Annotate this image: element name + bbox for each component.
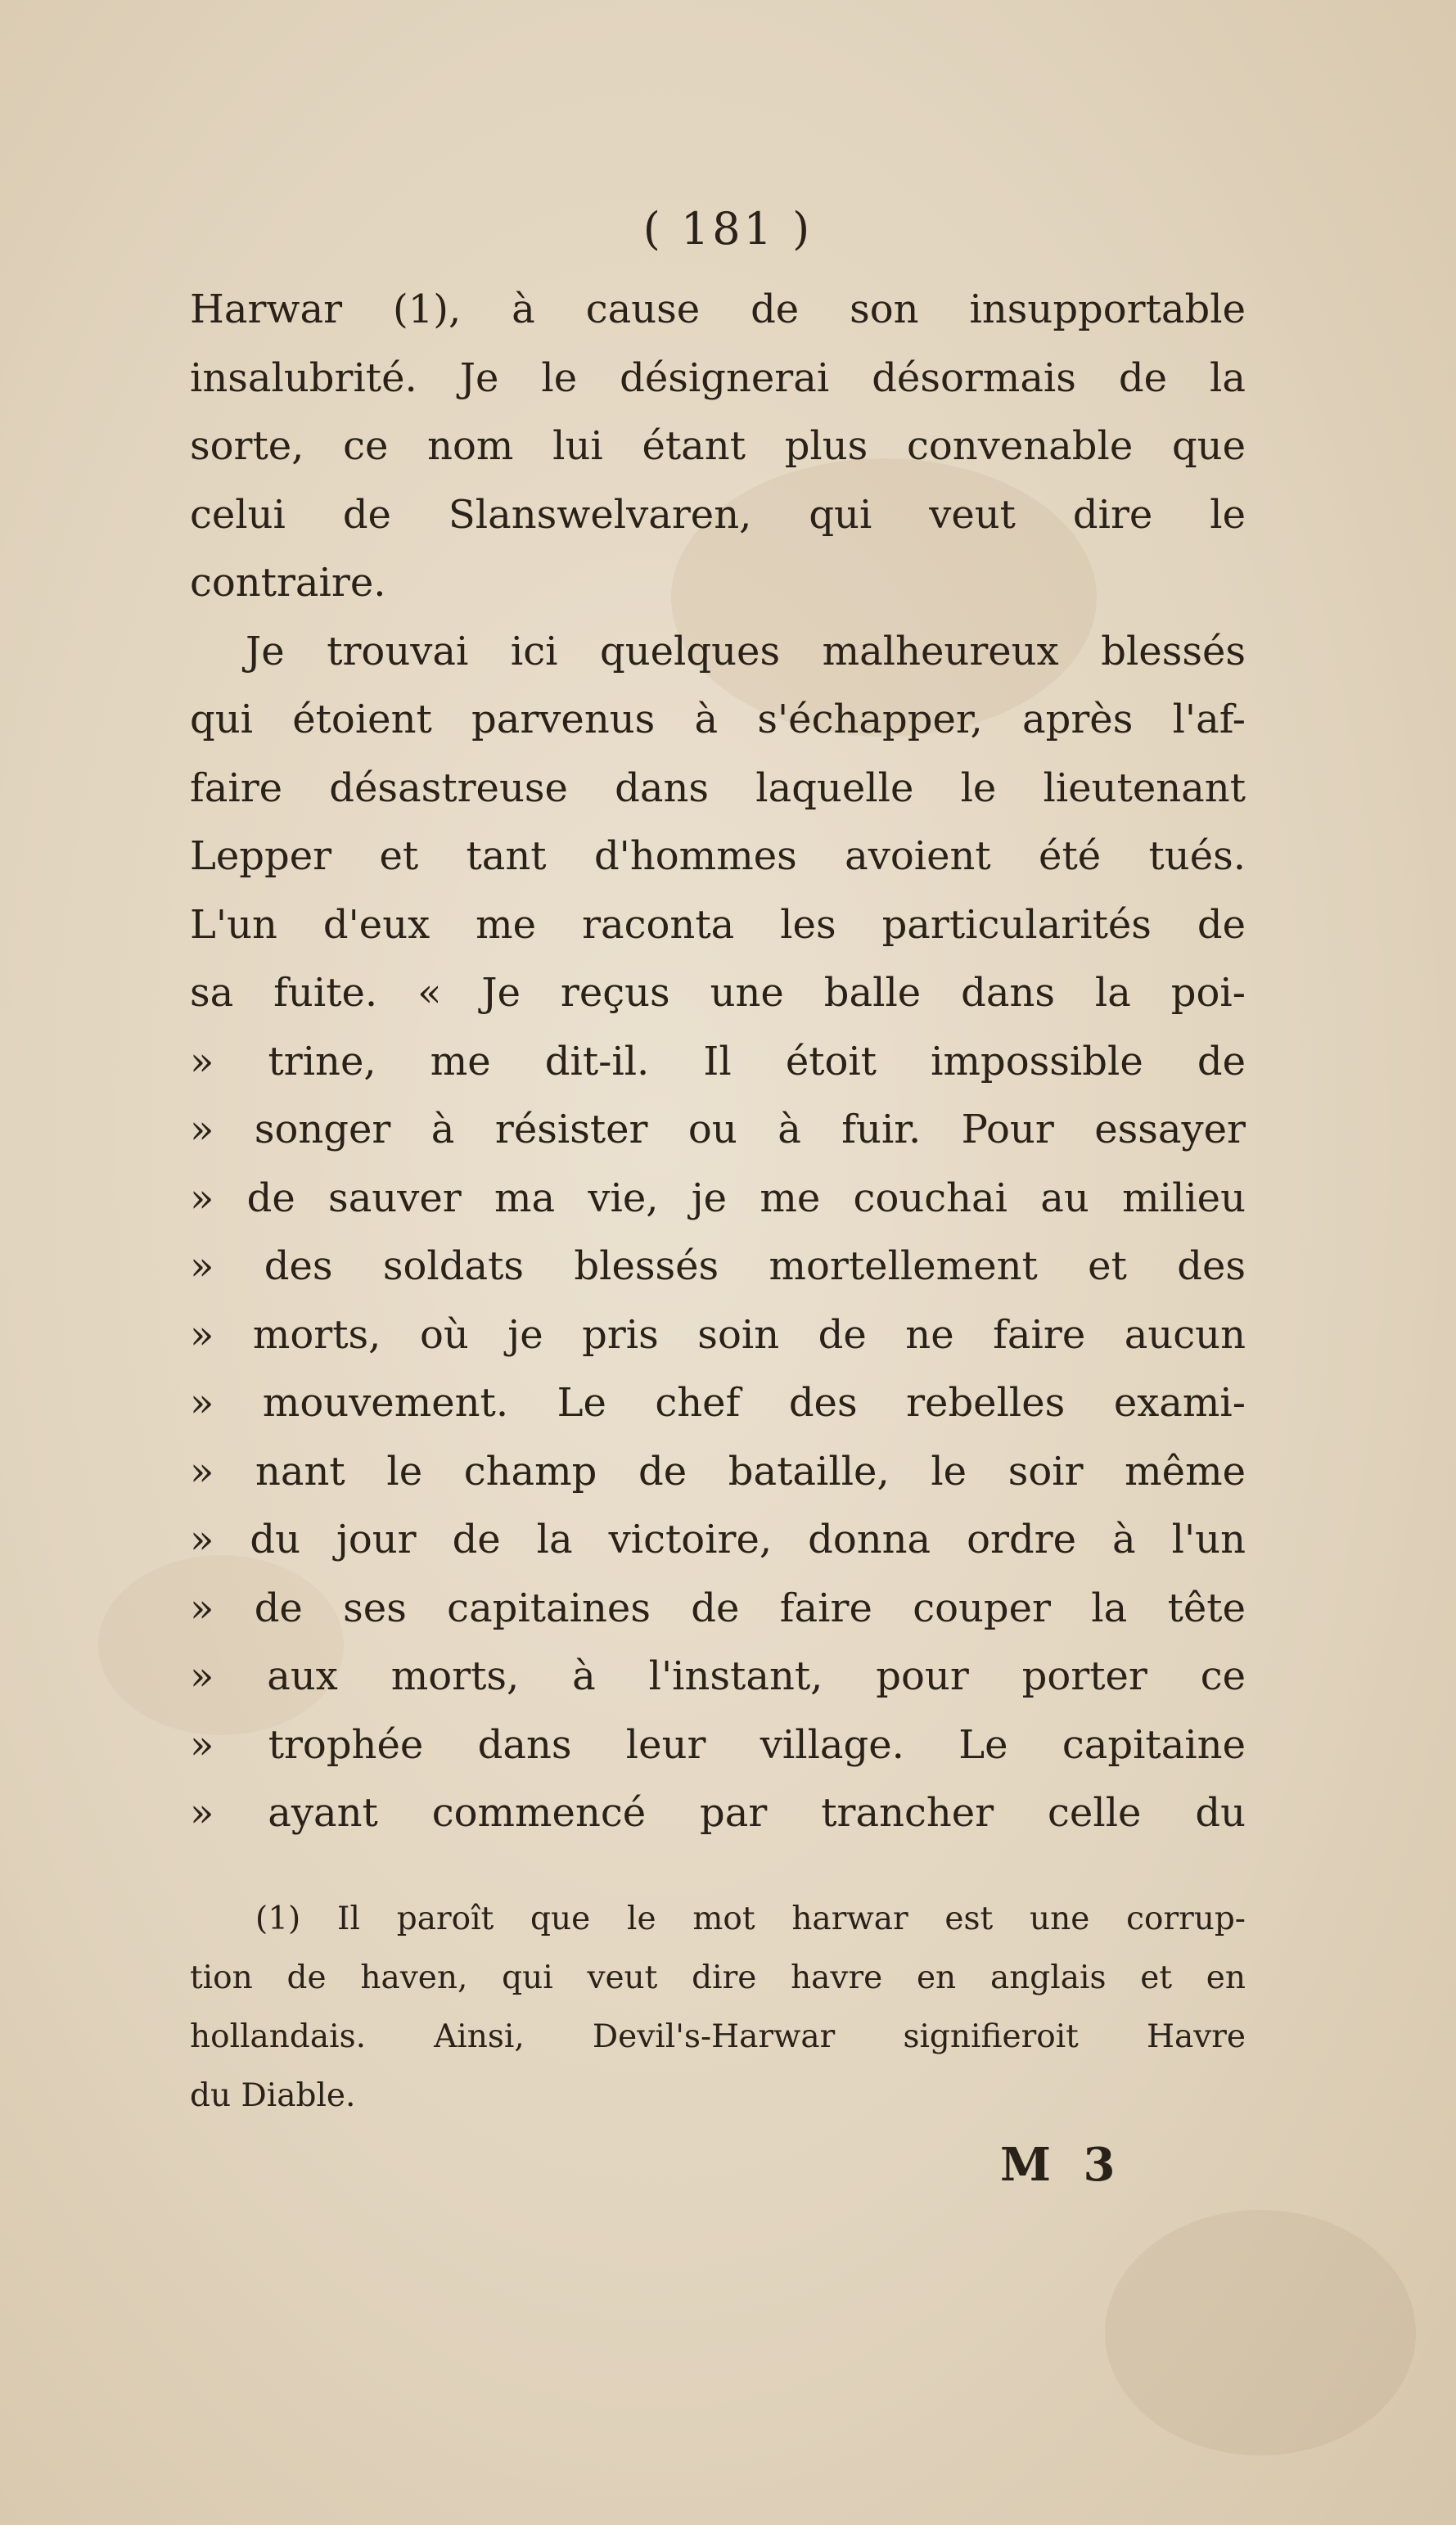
footnote-line: (1) Il paroît que le mot harwar est une corrup- xyxy=(255,1901,1246,1937)
text-line: sorte, ce nom lui étant plus convenable que xyxy=(190,423,1246,469)
text-line: celui de Slanswelvaren, qui veut dire le xyxy=(190,491,1246,538)
text-line: » trophée dans leur village. Le capitaine xyxy=(190,1721,1246,1768)
text-line: » morts, où je pris soin de ne faire aucun xyxy=(190,1311,1246,1358)
footnote xyxy=(190,1890,1246,2126)
text-line: » songer à résister ou à fuir. Pour essayer xyxy=(190,1107,1246,1152)
signature-mark: M 3 xyxy=(1000,2138,1124,2192)
text-line: Je trouvai ici quelques malheureux blessés xyxy=(246,628,1246,674)
text-line: » du jour de la victoire, donna ordre à l'un xyxy=(190,1517,1246,1562)
text-line: » aux morts, à l'instant, pour porter ce xyxy=(190,1653,1246,1699)
text-line: Harwar (1), à cause de son insupportable xyxy=(190,286,1246,332)
page-number: ( 181 ) xyxy=(642,203,814,255)
text-line: » ayant commencé par trancher celle du xyxy=(190,1790,1246,1836)
text-line: » nant le champ de bataille, le soir même xyxy=(190,1448,1246,1495)
text-line: » trine, me dit-il. Il étoit impossible de xyxy=(190,1038,1246,1084)
text-line: » de sauver ma vie, je me couchai au milieu xyxy=(190,1175,1246,1221)
text-line: faire désastreuse dans laquelle le lieutenant xyxy=(190,764,1246,811)
text-line: » des soldats blessés mortellement et des xyxy=(190,1243,1246,1289)
text-line: Lepper et tant d'hommes avoient été tués. xyxy=(190,833,1246,879)
text-line: sa fuite. « Je reçus une balle dans la poi- xyxy=(190,970,1246,1016)
footnote-line: du Diable. xyxy=(190,2077,356,2114)
footnote-line: hollandais. Ainsi, Devil's-Harwar signifieroit Havre xyxy=(190,2018,1246,2055)
footnote-line: tion de haven, qui veut dire havre en anglais et en xyxy=(190,1959,1246,1996)
text-line: L'un d'eux me raconta les particularités de xyxy=(190,901,1246,948)
text-line: qui étoient parvenus à s'échapper, après l'af- xyxy=(190,697,1246,742)
text-line: contraire. xyxy=(190,560,386,606)
body-text xyxy=(190,276,1246,1848)
text-line: insalubrité. Je le désignerai désormais de la xyxy=(190,354,1246,401)
text-line: » de ses capitaines de faire couper la tête xyxy=(190,1585,1246,1631)
text-line: » mouvement. Le chef des rebelles exami- xyxy=(190,1380,1246,1426)
